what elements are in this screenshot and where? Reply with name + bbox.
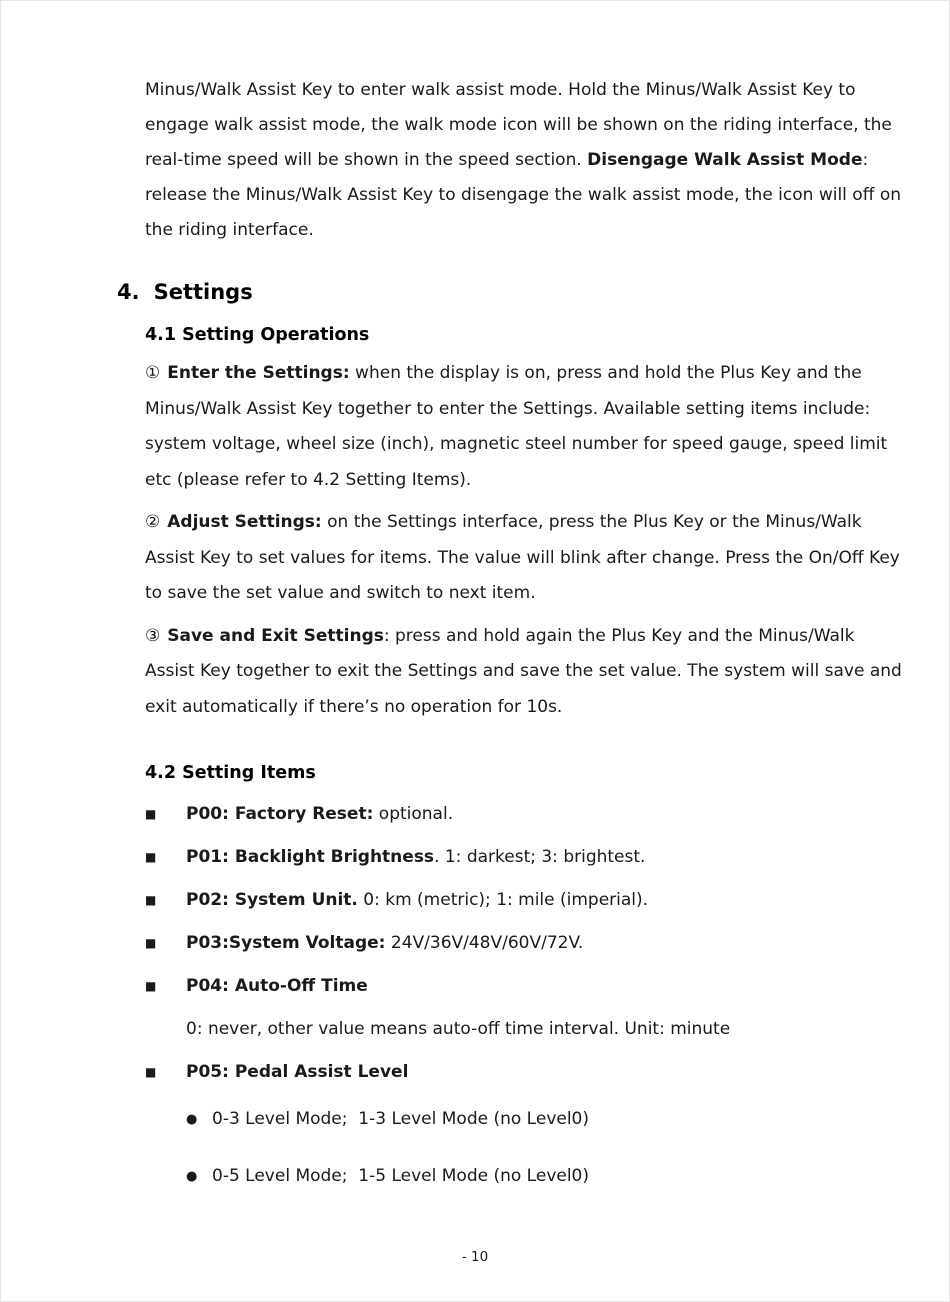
setting-items-block [117,755,905,1194]
circle-bullet-icon: ● [186,1169,198,1184]
square-bullet-icon: ■ [145,1065,157,1079]
square-bullet-icon: ■ [145,893,157,907]
setting-items-subheading: 4.2 Setting Items [145,763,316,783]
p05-sub-item-2-text: 0-5 Level Mode; 1-5 Level Mode (no Level0) [212,1166,590,1186]
setting-item-p02-lead: P02: System Unit. [186,890,358,910]
disengage-walk-assist-text: : release the Minus/Walk Assist Key to disengage the walk assist mode, the icon will off on the riding interface. [145,150,902,240]
square-bullet-icon: ■ [145,850,157,864]
setting-item-text [186,969,905,1004]
setting-item-p04-lead: P04: Auto-Off Time [186,976,368,996]
settings-section-heading [117,276,905,308]
walk-assist-text: Minus/Walk Assist Key to enter walk assist mode. Hold the Minus/Walk Assist Key to engage walk assist mode, the walk mode icon will be shown on the riding interface, the real-time speed will be shown in the speed section. [145,80,892,170]
walk-assist-paragraph [145,73,905,248]
setting-item-text [186,797,905,832]
circled-two-marker: ② [145,512,161,532]
page-content [1,1,949,1194]
page-number: - 10 [461,1249,489,1265]
setting-item-p03-body: 24V/36V/48V/60V/72V. [385,933,584,953]
section-title: Settings [153,280,253,304]
p05-sub-item-1-text: 0-3 Level Mode; 1-3 Level Mode (no Level0) [212,1109,590,1129]
p05-sub-item-1 [186,1102,905,1137]
circle-bullet-icon: ● [186,1112,198,1127]
setting-item-text [186,883,905,918]
setting-item-p01 [145,840,905,875]
setting-item-p01-lead: P01: Backlight Brightness [186,847,435,867]
square-bullet-icon: ■ [145,807,157,821]
setting-item-p00-body: optional. [373,804,454,824]
setting-item-p04-note: 0: never, other value means auto-off time interval. Unit: minute [186,1019,731,1039]
disengage-walk-assist-lead: Disengage Walk Assist Mode [587,150,863,170]
setting-item-p05 [145,1055,905,1090]
step-adjust-settings-lead: Adjust Settings: [167,512,322,532]
setting-item-p03-lead: P03:System Voltage: [186,933,386,953]
setting-operations-subheading: 4.1 Setting Operations [145,325,370,345]
step-enter-settings [145,356,905,498]
setting-item-text [186,1055,905,1090]
p05-sub-item-2 [186,1159,905,1194]
square-bullet-icon: ■ [145,936,157,950]
setting-item-p00-lead: P00: Factory Reset: [186,804,374,824]
circled-three-marker: ③ [145,625,161,646]
setting-item-p03 [145,926,905,961]
step-adjust-settings-body: on the Settings interface, press the Plus Key or the Minus/Walk Assist Key to set values for items. The value will blink after change. Press the On/Off Key to save the set value and switch to next item. [145,512,900,603]
step-save-exit-settings-lead: Save and Exit Settings [167,625,384,646]
setting-item-p05-lead: P05: Pedal Assist Level [186,1062,409,1082]
setting-item-p00 [145,797,905,832]
step-enter-settings-lead: Enter the Settings: [167,363,350,383]
step-adjust-settings [145,505,905,612]
setting-item-text [186,926,905,961]
step-save-exit-settings [145,619,905,726]
setting-item-p04 [145,969,905,1004]
step-enter-settings-body: when the display is on, press and hold the Plus Key and the Minus/Walk Assist Key together to enter the Settings. Available setting items include: system voltage, wheel size (inch), magnetic steel number for speed gauge, speed limit etc (please refer to 4.2 Setting Items). [145,363,888,490]
square-bullet-icon: ■ [145,979,157,993]
setting-item-p01-body: . 1: darkest; 3: brightest. [434,847,646,867]
setting-item-text [186,840,905,875]
setting-item-p02 [145,883,905,918]
setting-item-p02-body: 0: km (metric); 1: mile (imperial). [357,890,649,910]
step-save-exit-settings-body: : press and hold again the Plus Key and the Minus/Walk Assist Key together to exit the Settings and save the set value. The system will save and exit automatically if there’s no operation for 10s. [145,625,902,717]
section-number: 4. [117,280,140,304]
circled-one-marker: ① [145,363,161,383]
